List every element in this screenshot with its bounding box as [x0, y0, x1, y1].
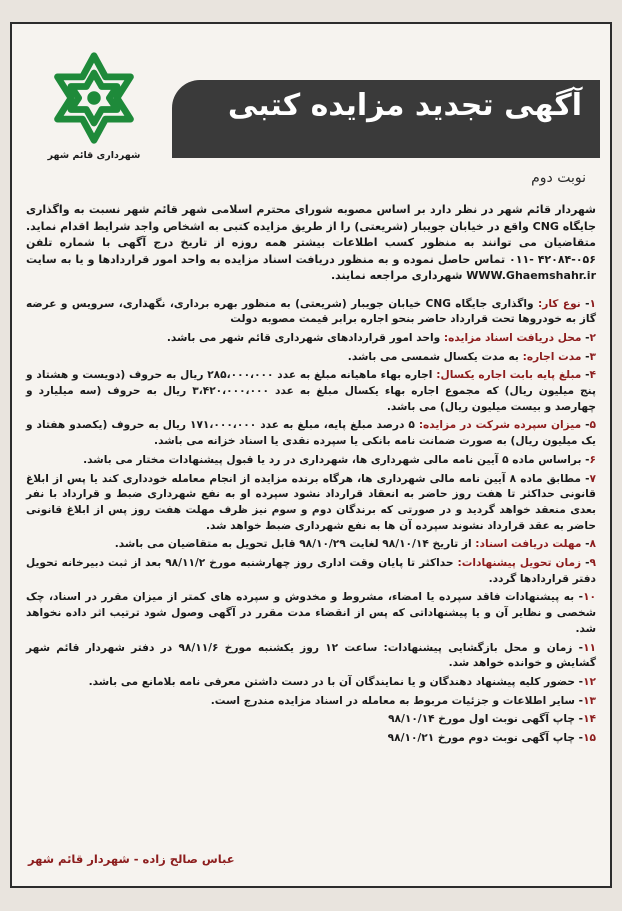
- list-item: ۶- براساس ماده ۵ آیین نامه مالی شهرداری ها، شهرداری در رد یا قبول پیشنهادات مختار می باشد.: [83, 453, 596, 466]
- item-label: مهلت دریافت اسناد:: [475, 538, 582, 551]
- item-number: ۵: [589, 419, 596, 432]
- list-item: ۱- نوع کار: واگذاری جایگاه CNG خیابان جویبار (شریعتی) به منظور بهره برداری، نگهداری، سرویس و عرضه گاز به خودروها تحت قرارداد حاضر بنحو اجاره برابر قیمت مصوبه دولت: [26, 297, 596, 326]
- list-item: ۲- محل دریافت اسناد مزایده: واحد امور قراردادهای شهرداری قائم شهر می باشد.: [166, 331, 596, 344]
- list-item: ۳- مدت اجاره: به مدت یکسال شمسی می باشد.: [347, 350, 596, 363]
- item-number: ۱۳: [583, 694, 596, 707]
- item-label: نوع کار:: [537, 297, 581, 310]
- title-band: [172, 80, 600, 158]
- item-text: واحد امور قراردادهای شهرداری قائم شهر می باشد.: [166, 331, 441, 344]
- item-text: چاپ آگهی نوبت اول مورخ ۹۸/۱۰/۱۴: [388, 713, 575, 726]
- header: [12, 24, 610, 192]
- intro-paragraph: شهردار قائم شهر در نظر دارد بر اساس مصوبه شورای محترم اسلامی شهر قائم شهر نسبت به واگذاری جایگاه CNG واقع در خیابان جویبار (شریعتی) را از طریق مزایده کتبی به اشخاص واجد شرایط اقدام نماید. متقاضیان می توانند به منظور کسب اطلاعات بیشتر همه روزه از تاریخ درج آگهی با شماره تلفن ۰۵۶-۴۲۰۸۴ -۰۱۱ تماس حاصل نموده و به منظور دریافت اسناد مزایده به واحد امور قراردادها و یا به سایت WWW.Ghaemshahr.ir شهرداری مراجعه نمایند.: [25, 203, 596, 282]
- item-label: میزان سپرده شرکت در مزایده:: [418, 419, 582, 432]
- item-number: ۶: [589, 453, 596, 466]
- list-item: ۱۲- حضور کلیه پیشنهاد دهندگان و یا نمایندگان آن با در دست داشتن معرفی نامه بلامانع می باشد.: [88, 675, 596, 688]
- item-text: به پیشنهادات فاقد سپرده یا امضاء، مشروط و مخدوش و سپرده های کمتر از میزان مقرر در اسناد، چک شخصی و نظایر آن و یا پیشنهاداتی که پس از انقضاء مدت مقرر در آگهی وصول شود ترتیب اثر داده نخواهد شد.: [26, 591, 596, 635]
- item-text: زمان و محل بازگشایی پیشنهادات: ساعت ۱۲ روز یکشنبه مورخ ۹۸/۱۱/۶ در دفتر شهردار قائم شهر گشایش و خوانده خواهد شد.: [26, 641, 596, 670]
- item-text: ۵ درصد مبلغ پایه، مبلغ به عدد ۱۷۱،۰۰۰،۰۰۰ ریال به حروف (یکصدو هفتاد و یک میلیون ریال) به صورت ضمانت نامه بانکی یا سپرده نقدی یا اسناد خزانه می باشد.: [26, 419, 596, 448]
- item-label: محل دریافت اسناد مزایده:: [443, 331, 582, 344]
- item-text: به مدت یکسال شمسی می باشد.: [347, 350, 519, 363]
- list-item: ۱۳- سایر اطلاعات و جزئیات مربوط به معامله در اسناد مزایده مندرج است.: [210, 694, 596, 707]
- item-number: ۸: [589, 538, 596, 551]
- item-text: سایر اطلاعات و جزئیات مربوط به معامله در اسناد مزایده مندرج است.: [210, 694, 575, 707]
- list-item: ۱۵- چاپ آگهی نوبت دوم مورخ ۹۸/۱۰/۲۱: [387, 732, 596, 745]
- page-title: آگهی تجدید مزایده کتبی: [227, 88, 582, 123]
- logo: [34, 50, 154, 190]
- item-label: مدت اجاره:: [522, 350, 582, 363]
- list-item: ۹- زمان تحویل پیشنهادات: حداکثر تا پایان وقت اداری روز چهارشنبه مورخ ۹۸/۱۱/۲ بعد از ثبت دبیرخانه تحویل دفتر قراردادها گردد.: [26, 557, 597, 585]
- item-text: حضور کلیه پیشنهاد دهندگان و یا نمایندگان آن با در دست داشتن معرفی نامه بلامانع می باشد.: [88, 675, 575, 688]
- announcement-body: [26, 202, 596, 750]
- item-number: ۳: [589, 350, 596, 363]
- signature: عباس صالح زاده - شهردار قائم شهر: [28, 852, 235, 866]
- item-number: ۱۵: [583, 732, 596, 745]
- item-number: ۱۴: [583, 713, 596, 726]
- item-number: ۱۲: [583, 675, 596, 688]
- list-item: ۵- میزان سپرده شرکت در مزایده: ۵ درصد مبلغ پایه، مبلغ به عدد ۱۷۱،۰۰۰،۰۰۰ ریال به حروف (یکصدو هفتاد و یک میلیون ریال) به صورت ضمانت نامه بانکی یا سپرده نقدی یا اسناد خزانه می باشد.: [26, 419, 596, 448]
- item-text: اجاره بهاء ماهیانه مبلغ به عدد ۲۸۵،۰۰۰،۰۰۰ ریال به حروف (دویست و هشتاد و پنج میلیون ریال) که مجموع اجاره بهاء یکسال مبلغ به عدد ۳،۴۲۰،۰۰۰،۰۰۰ ریال به حروف (سه میلیارد و چهارصد و بیست میلیون ریال) می باشد.: [26, 369, 596, 413]
- item-number: ۷: [589, 472, 596, 485]
- item-label: مبلغ پایه بابت اجاره یکسال:: [436, 369, 582, 382]
- item-text: واگذاری جایگاه CNG خیابان جویبار (شریعتی) به منظور بهره برداری، نگهداری، سرویس و عرضه گاز به خودروها تحت قرارداد حاضر بنحو اجاره برابر قیمت مصوبه دولت: [26, 297, 596, 326]
- knot-star-logo-icon: [46, 50, 142, 146]
- item-number: ۴: [589, 369, 596, 382]
- item-number: ۱: [589, 297, 596, 310]
- item-number: ۱۰: [583, 591, 596, 604]
- list-item: ۱۴- چاپ آگهی نوبت اول مورخ ۹۸/۱۰/۱۴: [388, 713, 596, 726]
- list-item: ۱۰- به پیشنهادات فاقد سپرده یا امضاء، مشروط و مخدوش و سپرده های کمتر از میزان مقرر در اسناد، چک شخصی و نظایر آن و یا پیشنهاداتی که پس از انقضاء مدت مقرر در آگهی وصول شود ترتیب اثر داده نخواهد شد.: [26, 591, 596, 635]
- list-item: ۱۱- زمان و محل بازگشایی پیشنهادات: ساعت ۱۲ روز یکشنبه مورخ ۹۸/۱۱/۶ در دفتر شهردار قائم شهر گشایش و خوانده خواهد شد.: [26, 641, 596, 670]
- item-text: از تاریخ ۹۸/۱۰/۱۴ لغایت ۹۸/۱۰/۲۹ قابل تحویل به متقاضیان می باشد.: [114, 538, 472, 551]
- list-item: ۴- مبلغ پایه بابت اجاره یکسال: اجاره بهاء ماهیانه مبلغ به عدد ۲۸۵،۰۰۰،۰۰۰ ریال به حروف (دویست و هشتاد و پنج میلیون ریال) که مجموع اجاره بهاء یکسال مبلغ به عدد ۳،۴۲۰،۰۰۰،۰۰۰ ریال به حروف (سه میلیارد و چهارصد و بیست میلیون ریال) می باشد.: [26, 369, 596, 413]
- item-number: ۲: [589, 331, 596, 344]
- item-label: زمان تحویل پیشنهادات:: [457, 557, 582, 570]
- item-text: حداکثر تا پایان وقت اداری روز چهارشنبه مورخ ۹۸/۱۱/۲ بعد از ثبت دبیرخانه تحویل دفتر قراردادها گردد.: [26, 557, 596, 585]
- logo-caption: شهرداری قائم شهر: [47, 150, 141, 161]
- page-subtitle: نوبت دوم: [531, 170, 586, 186]
- list-item: ۸- مهلت دریافت اسناد: از تاریخ ۹۸/۱۰/۱۴ لغایت ۹۸/۱۰/۲۹ قابل تحویل به متقاضیان می باشد.: [114, 538, 596, 551]
- list-item: ۷- مطابق ماده ۸ آیین نامه مالی شهرداری ها، هرگاه برنده مزایده از انجام معامله خودداری کند یا پس از ابلاغ قانونی حداکثر تا هفت روز حاضر به انعقاد قرارداد نشود سپرده او به نفع شهرداری ضبط و قرارداد با نفر بعدی منعقد خواهد گردید و در صورتی که برندگان دوم و سوم نیز ظرف مهلت هفت روز پس از ابلاغ قانونی حاضر به عقد قرارداد نشوند سپرده آن ها به نفع شهرداری ضبط خواهد شد.: [26, 472, 596, 532]
- item-number: ۹: [589, 557, 597, 570]
- item-number: ۱۱: [583, 641, 596, 654]
- item-text: براساس ماده ۵ آیین نامه مالی شهرداری ها، شهرداری در رد یا قبول پیشنهادات مختار می باشد.: [83, 453, 582, 466]
- item-text: چاپ آگهی نوبت دوم مورخ ۹۸/۱۰/۲۱: [387, 732, 575, 745]
- item-text: مطابق ماده ۸ آیین نامه مالی شهرداری ها، هرگاه برنده مزایده از انجام معامله خودداری کند یا پس از ابلاغ قانونی حداکثر تا هفت روز حاضر به انعقاد قرارداد نشود سپرده او به نفع شهرداری ضبط و قرارداد با نفر بعدی منعقد خواهد گردید و در صورتی که برندگان دوم و سوم نیز ظرف مهلت هفت روز پس از ابلاغ قانونی حاضر به عقد قرارداد نشوند سپرده آن ها به نفع شهرداری ضبط خواهد شد.: [26, 472, 596, 532]
- conditions-list: [26, 297, 596, 747]
- announcement-sheet: [10, 22, 612, 888]
